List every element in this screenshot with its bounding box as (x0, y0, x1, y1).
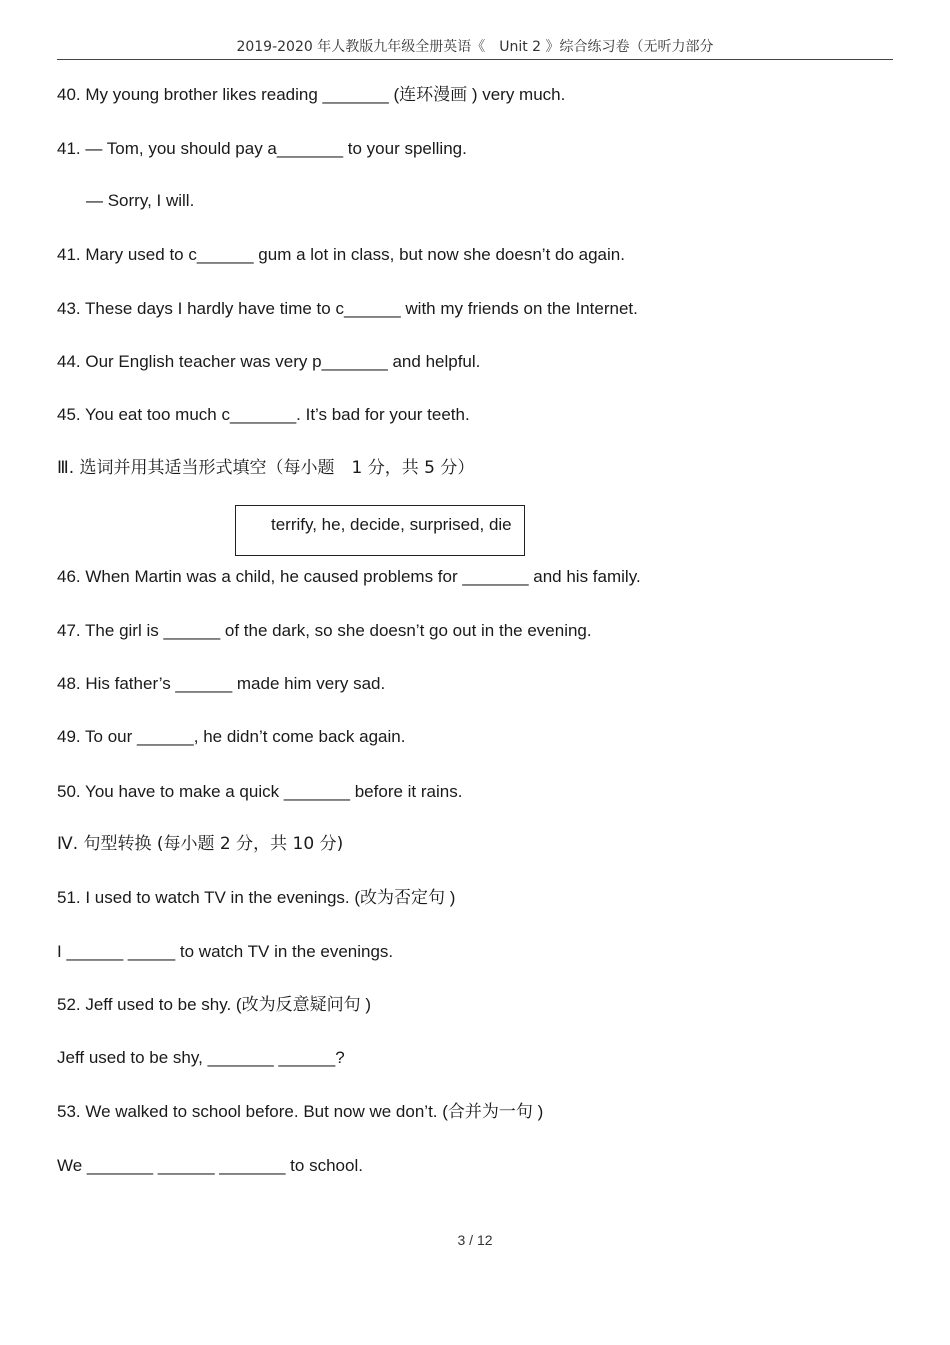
question-40: 40. My young brother likes reading _______ (连环漫画 ) very much. (57, 85, 566, 104)
section-4-title: Ⅳ. 句型转换 (每小题 2 分，共 10 分) (57, 834, 344, 854)
word-bank-box (235, 505, 525, 556)
answer-52: Jeff used to be shy, _______ ______? (57, 1048, 345, 1067)
section-3-title: Ⅲ. 选词并用其适当形式填空（每小题 1 分，共 5 分） (57, 458, 475, 478)
word-bank-text: terrify, he, decide, surprised, die (271, 515, 512, 534)
answer-51: I ______ _____ to watch TV in the evenings. (57, 942, 394, 961)
question-44: 44. Our English teacher was very p_______ and helpful. (57, 352, 481, 371)
question-46: 46. When Martin was a child, he caused problems for _______ and his family. (57, 567, 641, 586)
page-header: 2019-2020 年人教版九年级全册英语《 Unit 2 》综合练习卷（无听力部分 (236, 39, 714, 55)
question-48: 48. His father’s ______ made him very sad. (57, 674, 386, 693)
page-number: 3 / 12 (457, 1232, 493, 1248)
question-45: 45. You eat too much c_______. It’s bad for your teeth. (57, 405, 470, 424)
question-53: 53. We walked to school before. But now we don’t. (合并为一句 ) (57, 1102, 544, 1121)
question-52: 52. Jeff used to be shy. (改为反意疑问句 ) (57, 995, 371, 1014)
question-41-dialogue: 41. — Tom, you should pay a_______ to your spelling. (57, 139, 467, 158)
question-43: 43. These days I hardly have time to c______ with my friends on the Internet. (57, 299, 638, 318)
header-divider (57, 59, 893, 60)
question-41b: 41. Mary used to c______ gum a lot in class, but now she doesn’t do again. (57, 245, 625, 264)
question-41-reply: — Sorry, I will. (86, 191, 195, 210)
question-51: 51. I used to watch TV in the evenings. (改为否定句 ) (57, 888, 456, 907)
question-50: 50. You have to make a quick _______ before it rains. (57, 782, 463, 801)
answer-53: We _______ ______ _______ to school. (57, 1156, 363, 1175)
question-47: 47. The girl is ______ of the dark, so she doesn’t go out in the evening. (57, 621, 592, 640)
question-49: 49. To our ______, he didn’t come back again. (57, 727, 406, 746)
